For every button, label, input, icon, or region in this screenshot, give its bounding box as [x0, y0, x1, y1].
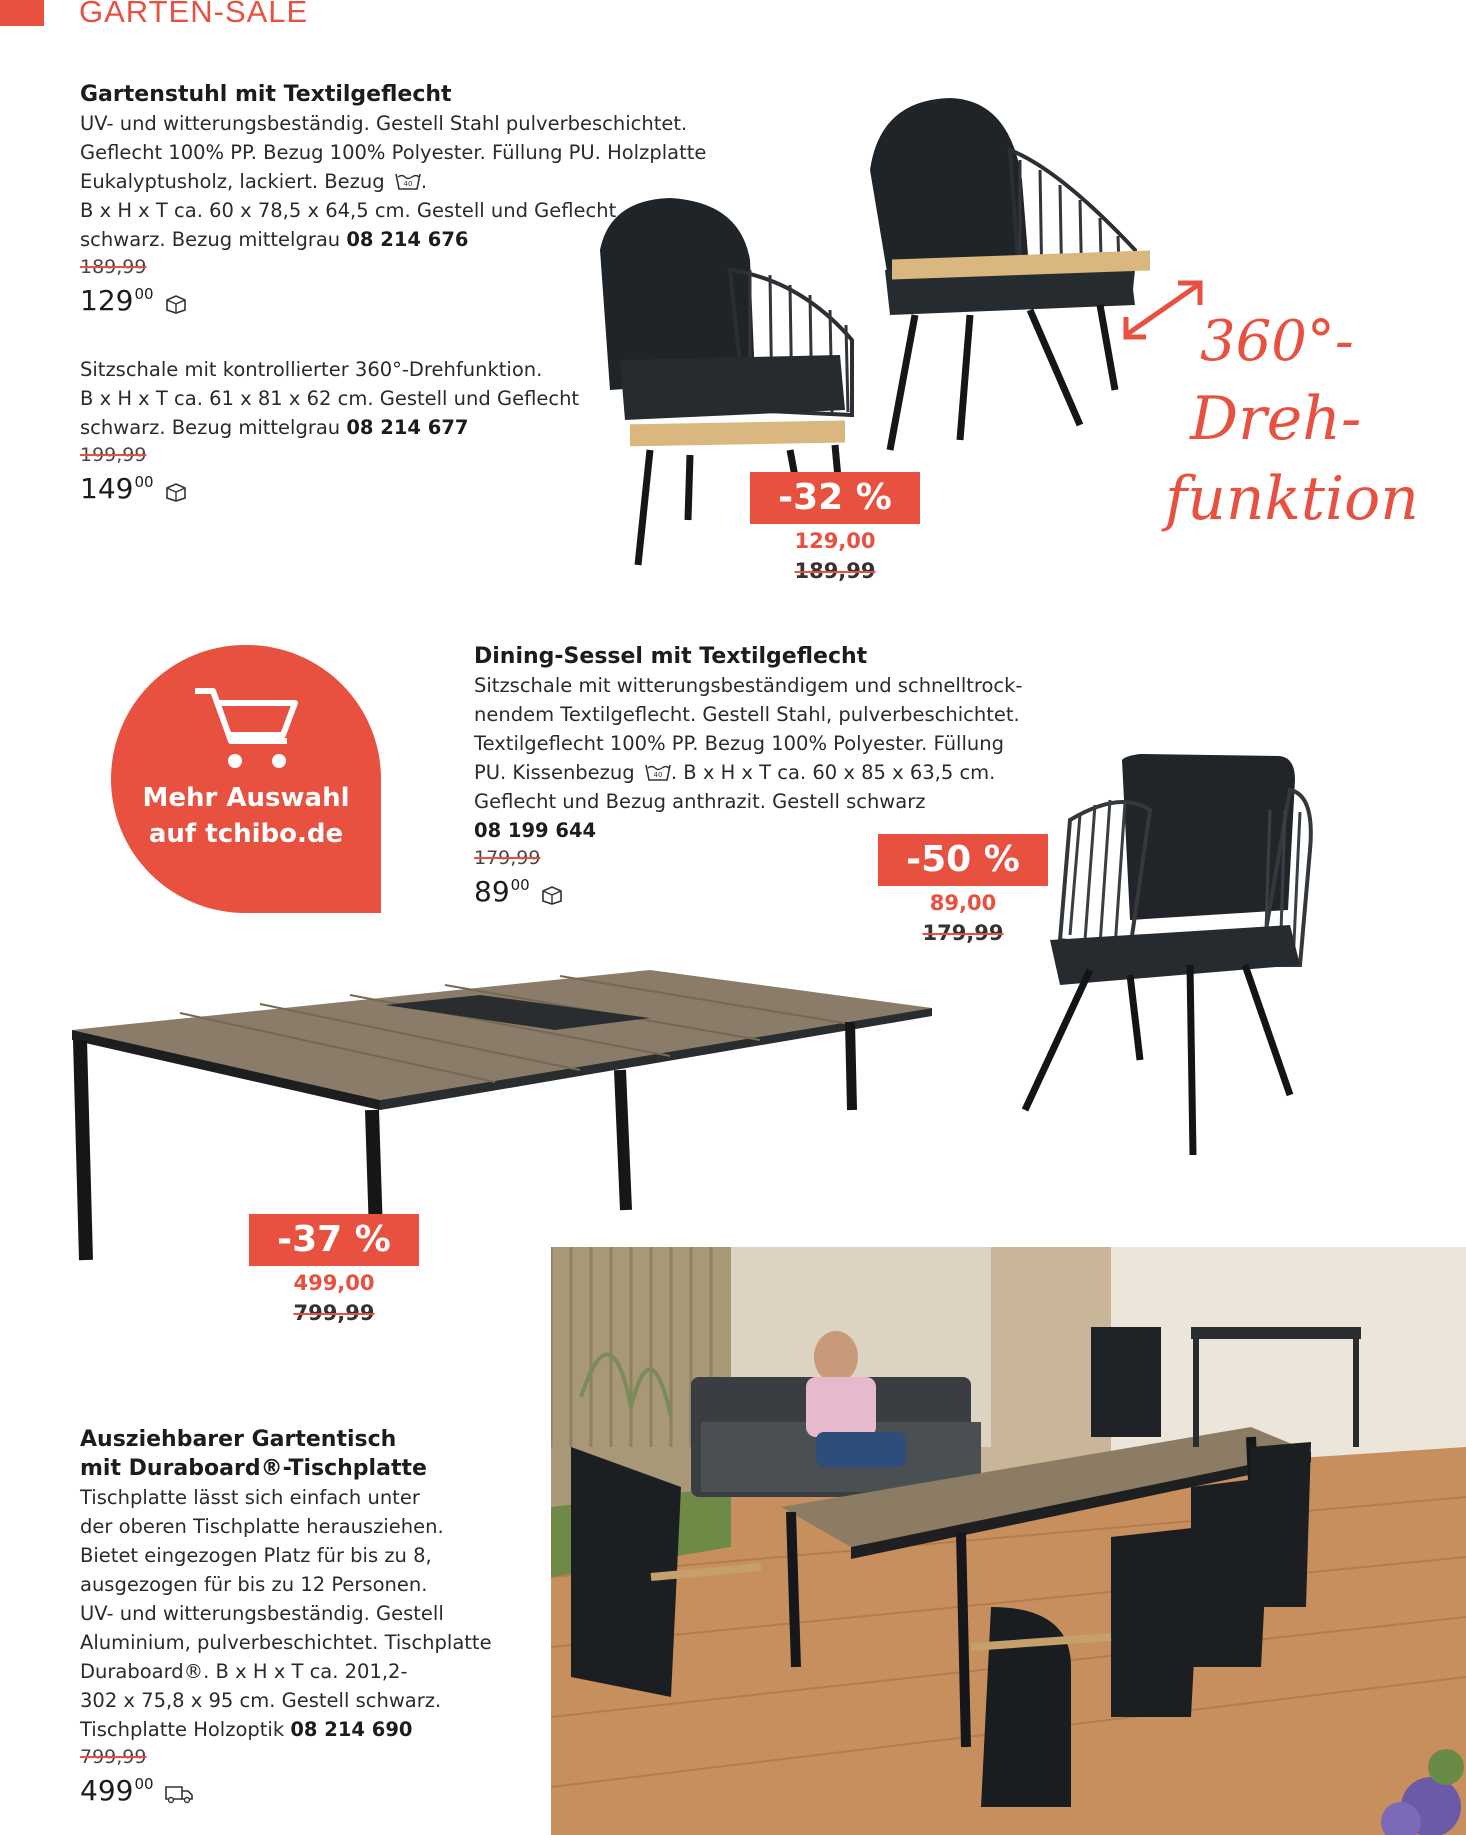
table-desc-line: [80, 1715, 492, 1744]
dining-price-cents: 00: [510, 876, 530, 894]
dining-desc-line: [474, 758, 1022, 787]
chair-desc-text: schwarz. Bezug mittelgrau: [80, 228, 341, 251]
parcel-icon: [540, 885, 564, 905]
badge-percent: -32 %: [750, 472, 920, 524]
swivel-price-main: 149: [80, 472, 134, 505]
swivel-price: [80, 472, 579, 506]
dining-article-number: 08 199 644: [474, 819, 597, 842]
table-title: mit Duraboard®-Tischplatte: [80, 1456, 427, 1481]
badge-percent: -37 %: [249, 1214, 419, 1266]
drehfunktion-line2: Dreh-: [1190, 384, 1362, 454]
dining-desc-line: Geflecht und Bezug anthrazit. Gestell schwarz: [474, 790, 926, 813]
dining-chair-image: [1010, 750, 1320, 1170]
table-title: Ausziehbarer Gartentisch: [80, 1427, 397, 1452]
table-desc-line: Aluminium, pulverbeschichtet. Tischplatte: [80, 1631, 492, 1654]
discount-badge-table: [249, 1214, 419, 1334]
chair-desc-line: Geflecht 100% PP. Bezug 100% Polyester. Füllung PU. Holzplatte: [80, 141, 707, 164]
table-desc-line: Duraboard®. B x H x T ca. 201,2-: [80, 1660, 408, 1683]
table-price-main: 499: [80, 1774, 134, 1807]
table-desc-line: Tischplatte lässt sich einfach unter: [80, 1486, 420, 1509]
double-arrow-icon: [1118, 275, 1208, 345]
badge-old-price: 179,99: [878, 920, 1048, 954]
table-desc-line: der oberen Tischplatte herausziehen.: [80, 1515, 444, 1538]
section-accent-bar: [0, 0, 44, 26]
swivel-price-cents: 00: [134, 473, 154, 491]
dining-desc-line: nendem Textilgeflecht. Gestell Stahl, pulverbeschichtet.: [474, 703, 1020, 726]
badge-new-price: 129,00: [750, 524, 920, 558]
parcel-icon: [164, 482, 188, 502]
table-price-cents: 00: [134, 1775, 154, 1793]
badge-old-price: 799,99: [249, 1300, 419, 1334]
badge-percent: -50 %: [878, 834, 1048, 886]
table-desc-text: Tischplatte Holzoptik: [80, 1718, 285, 1741]
drehfunktion-line1: 360°-: [1200, 309, 1354, 374]
chair-desc-text: Eukalyptusholz, lackiert. Bezug: [80, 170, 385, 193]
svg-text:40: 40: [653, 771, 663, 779]
table-desc-line: ausgezogen für bis zu 12 Personen.: [80, 1573, 428, 1596]
section-title: GARTEN-SALE: [79, 0, 309, 29]
drehfunktion-line3: funktion: [1165, 464, 1419, 534]
wash-40-icon: [645, 762, 671, 782]
swivel-desc-line: [80, 413, 579, 442]
badge-old-price: 189,99: [750, 558, 920, 592]
chair-article-number: 08 214 676: [346, 228, 469, 251]
chair-desc-suffix: .: [420, 170, 428, 193]
swivel-chair-illustration: [870, 98, 1150, 450]
discount-badge-chair: [750, 472, 920, 592]
dining-desc-text: PU. Kissenbezug: [474, 761, 635, 784]
table-desc-line: 302 x 75,8 x 95 cm. Gestell schwarz.: [80, 1689, 442, 1712]
swivel-desc-text: schwarz. Bezug mittelgrau: [80, 416, 341, 439]
parcel-icon: [164, 294, 188, 314]
table-info: [80, 1425, 492, 1808]
swivel-old-price: 199,99: [80, 444, 147, 466]
table-price: [80, 1774, 492, 1808]
wash-40-icon: [395, 171, 421, 191]
chair-old-price: 189,99: [80, 256, 147, 278]
badge-new-price: 499,00: [249, 1266, 419, 1300]
dining-desc-line: Sitzschale mit witterungsbeständigem und schnelltrock-: [474, 674, 1023, 697]
dining-old-price: 179,99: [474, 847, 541, 869]
discount-badge-dining: [878, 834, 1048, 954]
svg-text:40: 40: [403, 180, 413, 188]
table-desc-line: Bietet eingezogen Platz für bis zu 8,: [80, 1544, 432, 1567]
dining-title: Dining-Sessel mit Textilgeflecht: [474, 644, 868, 669]
table-article-number: 08 214 690: [290, 1718, 413, 1741]
delivery-truck-icon: [164, 1784, 194, 1804]
swivel-desc-line: Sitzschale mit kontrollierter 360°-Drehfunktion.: [80, 358, 543, 381]
dining-price-main: 89: [474, 875, 510, 908]
swivel-info: [80, 355, 579, 506]
chair-title: Gartenstuhl mit Textilgeflecht: [80, 82, 452, 107]
shopping-cart-icon: [191, 685, 301, 775]
chair-price-main: 129: [80, 284, 134, 317]
chair-desc-line: B x H x T ca. 60 x 78,5 x 64,5 cm. Gestell und Geflecht: [80, 199, 617, 222]
dining-desc-line: Textilgeflecht 100% PP. Bezug 100% Polyester. Füllung: [474, 732, 1004, 755]
lifestyle-photo: [551, 1247, 1466, 1835]
promo-line2: auf tchibo.de: [148, 819, 344, 849]
table-desc-line: UV- und witterungsbeständig. Gestell: [80, 1602, 444, 1625]
swivel-desc-line: B x H x T ca. 61 x 81 x 62 cm. Gestell und Geflecht: [80, 387, 580, 410]
badge-new-price: 89,00: [878, 886, 1048, 920]
swivel-article-number: 08 214 677: [346, 416, 469, 439]
chair-price-cents: 00: [134, 285, 154, 303]
dining-desc-suffix: . B x H x T ca. 60 x 85 x 63,5 cm.: [670, 761, 996, 784]
promo-text: [111, 780, 381, 852]
promo-line1: Mehr Auswahl: [142, 783, 350, 813]
chair-desc-line: UV- und witterungsbeständig. Gestell Stahl pulverbeschichtet.: [80, 112, 688, 135]
promo-more-choice[interactable]: [111, 645, 381, 913]
table-old-price: 799,99: [80, 1746, 147, 1768]
